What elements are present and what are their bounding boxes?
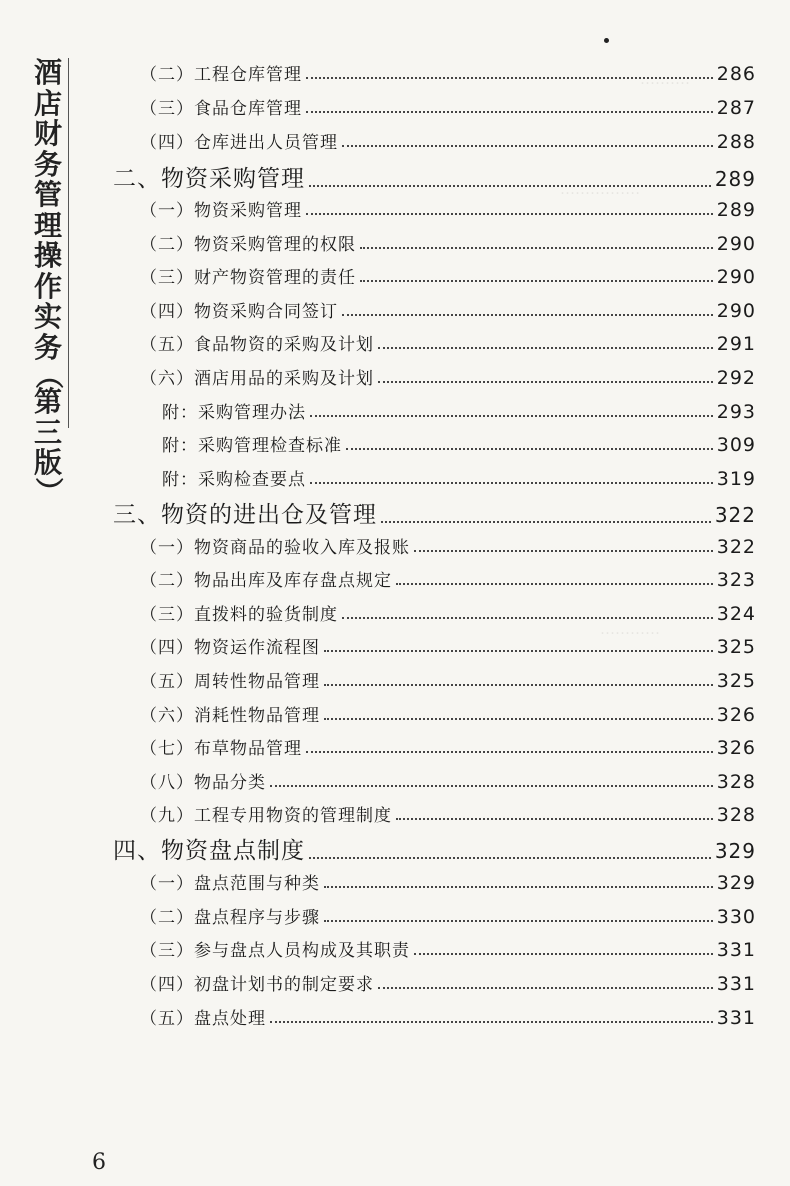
- toc-entry-page: 329: [716, 872, 756, 894]
- toc-entry-page: 290: [716, 300, 756, 322]
- dot-leader: [309, 185, 711, 187]
- dot-leader: [306, 111, 713, 113]
- toc-appendix-title: 附：采购管理检查标准: [162, 436, 342, 456]
- dot-leader: [342, 145, 713, 147]
- toc-entry[interactable]: [140, 869, 756, 894]
- toc-entry[interactable]: [140, 734, 756, 759]
- toc-entry[interactable]: [140, 230, 756, 255]
- dot-leader: [414, 550, 713, 552]
- toc-section-page: 322: [714, 503, 756, 527]
- dot-leader: [310, 482, 713, 484]
- dot-leader: [310, 415, 713, 417]
- toc-entry-page: 325: [716, 670, 756, 692]
- dot-leader: [309, 857, 711, 859]
- toc-entry-page: 286: [716, 63, 756, 85]
- toc-section[interactable]: [113, 832, 756, 865]
- toc-entry-page: 287: [716, 97, 756, 119]
- toc-appendix[interactable]: [162, 431, 756, 456]
- dot-leader: [378, 347, 713, 349]
- dot-leader: [378, 987, 713, 989]
- toc-appendix-page: 319: [716, 468, 756, 490]
- toc-entry-title: （五）盘点处理: [140, 1009, 266, 1029]
- toc-entry-title: （五）食品物资的采购及计划: [140, 335, 374, 355]
- dot-leader: [270, 785, 713, 787]
- running-title-char: 实: [33, 300, 62, 333]
- toc-entry-title: （八）物品分类: [140, 773, 266, 793]
- toc-entry-title: （六）消耗性物品管理: [140, 706, 320, 726]
- toc-entry-page: 324: [716, 603, 756, 625]
- bleed-through: ‥‥‥‥‥‥‥‥: [560, 180, 641, 198]
- toc-entry-title: （四）物资采购合同签订: [140, 302, 338, 322]
- running-title-edition-char: 版: [33, 446, 62, 479]
- toc-appendix-title: 附：采购管理办法: [162, 403, 306, 423]
- toc-entry-title: （五）周转性物品管理: [140, 672, 320, 692]
- toc-entry-page: 328: [716, 771, 756, 793]
- toc-entry-title: （三）参与盘点人员构成及其职责: [140, 941, 410, 961]
- toc-entry[interactable]: [140, 364, 756, 389]
- running-title-char: 店: [33, 86, 62, 120]
- dot-leader: [396, 583, 713, 585]
- toc-entry-page: 331: [716, 1007, 756, 1029]
- running-title-edition-char: 三: [33, 415, 62, 449]
- running-title-char: 财: [33, 117, 62, 150]
- toc-entry[interactable]: [140, 94, 756, 119]
- toc-entry[interactable]: [140, 701, 756, 726]
- toc-entry[interactable]: [140, 128, 756, 153]
- bleed-through: ‥‥‥‥‥: [640, 70, 691, 88]
- toc-appendix[interactable]: [162, 398, 756, 423]
- toc-entry-title: （二）物资采购管理的权限: [140, 235, 356, 255]
- toc-entry[interactable]: [140, 60, 756, 85]
- toc-entry-title: （四）仓库进出人员管理: [140, 133, 338, 153]
- toc-entry-title: （七）布草物品管理: [140, 739, 302, 759]
- running-title-char: 作: [33, 269, 62, 303]
- toc-entry[interactable]: [140, 801, 756, 826]
- dot-leader: [378, 381, 713, 383]
- toc-section-page: 329: [714, 839, 756, 863]
- toc-entry[interactable]: [140, 533, 756, 558]
- running-title-char: 务: [33, 147, 62, 181]
- toc-section[interactable]: [113, 160, 756, 193]
- toc-entry-title: （一）物资商品的验收入库及报账: [140, 538, 410, 558]
- toc-entry[interactable]: [140, 566, 756, 591]
- dot-leader: [306, 77, 713, 79]
- toc-entry-title: （一）盘点范围与种类: [140, 874, 320, 894]
- toc-entry-page: 290: [716, 266, 756, 288]
- running-title-char: 管: [33, 178, 62, 211]
- toc-entry-title: （四）初盘计划书的制定要求: [140, 975, 374, 995]
- toc-entry[interactable]: [140, 970, 756, 995]
- toc-entry-title: （三）食品仓库管理: [140, 99, 302, 119]
- running-title-char: 酒: [33, 56, 62, 89]
- dot-leader: [396, 818, 713, 820]
- page-number: 6: [92, 1150, 106, 1175]
- dot-leader: [414, 953, 713, 955]
- toc-entry[interactable]: [140, 600, 756, 625]
- dot-leader: [324, 684, 713, 686]
- dot-leader: [306, 751, 713, 753]
- toc-appendix[interactable]: [162, 465, 756, 490]
- toc-entry[interactable]: [140, 936, 756, 961]
- dot-leader: [342, 617, 713, 619]
- running-title-open-paren: （: [31, 360, 65, 390]
- toc-appendix-title: 附：采购检查要点: [162, 470, 306, 490]
- toc-entry-title: （九）工程专用物资的管理制度: [140, 806, 392, 826]
- dot-leader: [324, 920, 713, 922]
- toc-entry-title: （四）物资运作流程图: [140, 638, 320, 658]
- dot-leader: [270, 1021, 713, 1023]
- running-title-char: 理: [33, 208, 62, 242]
- toc-entry-title: （二）盘点程序与步骤: [140, 908, 320, 928]
- toc-entry-title: （三）财产物资管理的责任: [140, 268, 356, 288]
- toc-entry-page: 290: [716, 233, 756, 255]
- running-title-close-paren: ）: [31, 476, 65, 505]
- dot-leader: [324, 718, 713, 720]
- toc-entry[interactable]: [140, 196, 756, 221]
- dot-leader: [360, 280, 713, 282]
- dot-leader: [381, 521, 711, 523]
- toc-entry[interactable]: [140, 768, 756, 793]
- toc-entry-page: 330: [716, 906, 756, 928]
- toc-entry-page: 331: [716, 939, 756, 961]
- dot-leader: [342, 314, 713, 316]
- toc-entry-page: 292: [716, 367, 756, 389]
- toc-entry-title: （六）酒店用品的采购及计划: [140, 369, 374, 389]
- toc-entry[interactable]: [140, 297, 756, 322]
- toc-appendix-page: 293: [716, 401, 756, 423]
- dot-leader: [324, 650, 713, 652]
- running-title-edition-char: 第: [33, 385, 62, 418]
- toc-entry-page: 323: [716, 569, 756, 591]
- dot-leader: [324, 886, 713, 888]
- toc-entry-page: 291: [716, 333, 756, 355]
- toc-entry-page: 289: [716, 199, 756, 221]
- toc-entry-page: 326: [716, 737, 756, 759]
- toc-entry-title: （一）物资采购管理: [140, 201, 302, 221]
- running-title-char: 操: [33, 239, 62, 272]
- toc-entry-page: 322: [716, 536, 756, 558]
- toc-section[interactable]: [113, 496, 756, 529]
- toc-entry-page: 288: [716, 131, 756, 153]
- toc-section-title: 三、物资的进出仓及管理: [113, 502, 377, 528]
- toc-entry[interactable]: [140, 667, 756, 692]
- toc-section-title: 二、物资采购管理: [113, 166, 305, 192]
- toc-section-page: 289: [714, 167, 756, 191]
- running-title-char: 务: [33, 330, 62, 364]
- toc-entry-title: （三）直拨料的验货制度: [140, 605, 338, 625]
- toc-entry-page: 326: [716, 704, 756, 726]
- dot-leader: [346, 448, 713, 450]
- toc-entry[interactable]: [140, 1004, 756, 1029]
- toc-section-title: 四、物资盘点制度: [113, 838, 305, 864]
- toc-entry[interactable]: [140, 263, 756, 288]
- dot-leader: [360, 247, 713, 249]
- bleed-through: ‥‥‥‥‥‥: [600, 620, 661, 638]
- toc-entry-title: （二）工程仓库管理: [140, 65, 302, 85]
- toc-entry-page: 328: [716, 804, 756, 826]
- toc-entry-title: （二）物品出库及库存盘点规定: [140, 571, 392, 591]
- toc-entry[interactable]: [140, 903, 756, 928]
- toc-entry[interactable]: [140, 330, 756, 355]
- toc-appendix-page: 309: [716, 434, 756, 456]
- toc-entry-page: 325: [716, 636, 756, 658]
- toc-entry-page: 331: [716, 973, 756, 995]
- dot-leader: [306, 213, 713, 215]
- toc-entry[interactable]: [140, 633, 756, 658]
